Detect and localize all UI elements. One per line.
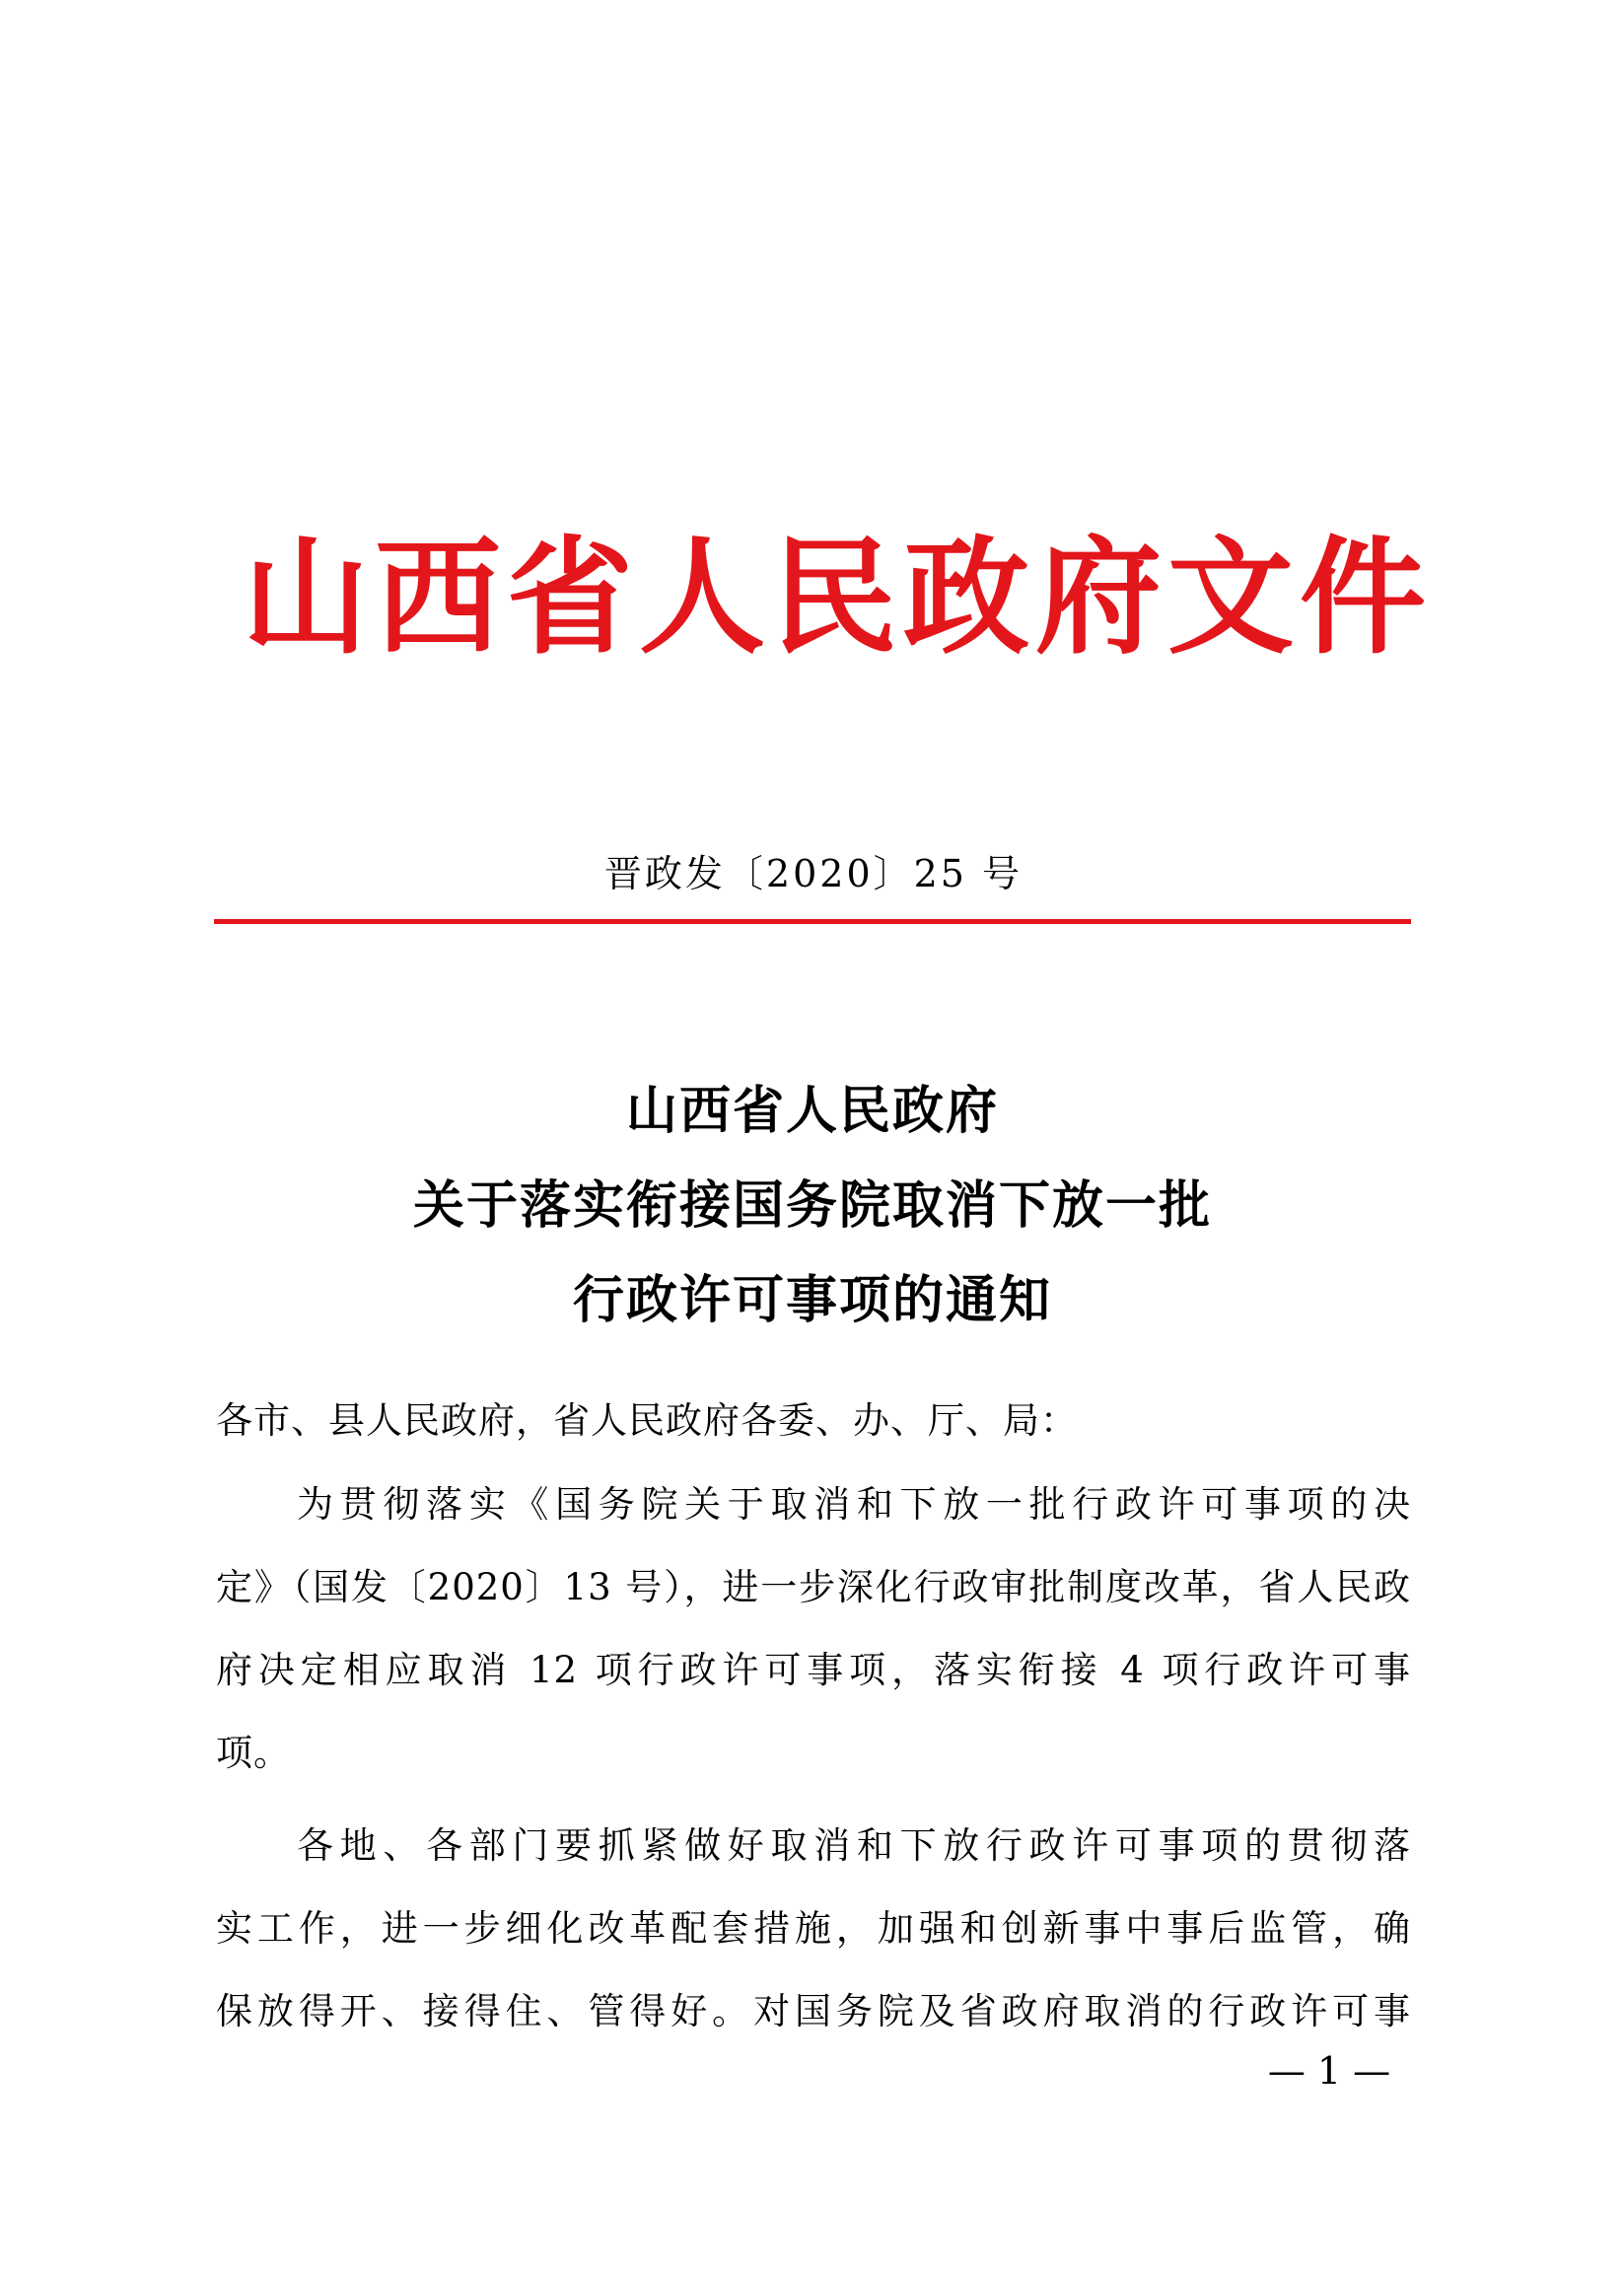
salutation: 各市、县人民政府，省人民政府各委、办、厅、局： [216,1399,1078,1442]
masthead-title: 山西省人民政府文件 [243,524,1433,672]
notice-title-line-2: 关于落实衔接国务院取消下放一批 [412,1175,1212,1236]
paragraph-2-line-1: 各地、各部门要抓紧做好取消和下放行政许可事项的贯彻落 [297,1824,1411,1867]
paragraph-1-line-1: 为贯彻落实《国务院关于取消和下放一批行政许可事项的决 [297,1483,1411,1526]
notice-title-line-3: 行政许可事项的通知 [572,1270,1052,1330]
notice-title-line-1: 山西省人民政府 [625,1081,999,1141]
paragraph-2-line-3: 保放得开、接得住、管得好。对国务院及省政府取消的行政许可事 [216,1990,1411,2032]
paragraph-1-line-2: 定》（国发〔2020〕13 号），进一步深化行政审批制度改革，省人民政 [216,1566,1411,1608]
document-number: 晋政发〔2020〕25 号 [603,852,1024,895]
paragraph-1-line-4: 项。 [216,1732,291,1774]
paragraph-1-line-3: 府决定相应取消 12 项行政许可事项，落实衔接 4 项行政许可事 [216,1649,1411,1691]
paragraph-2-line-2: 实工作，进一步细化改革配套措施，加强和创新事中事后监管，确 [216,1907,1411,1950]
page-number: — 1 — [1267,2049,1391,2093]
red-divider-rule [214,919,1411,924]
